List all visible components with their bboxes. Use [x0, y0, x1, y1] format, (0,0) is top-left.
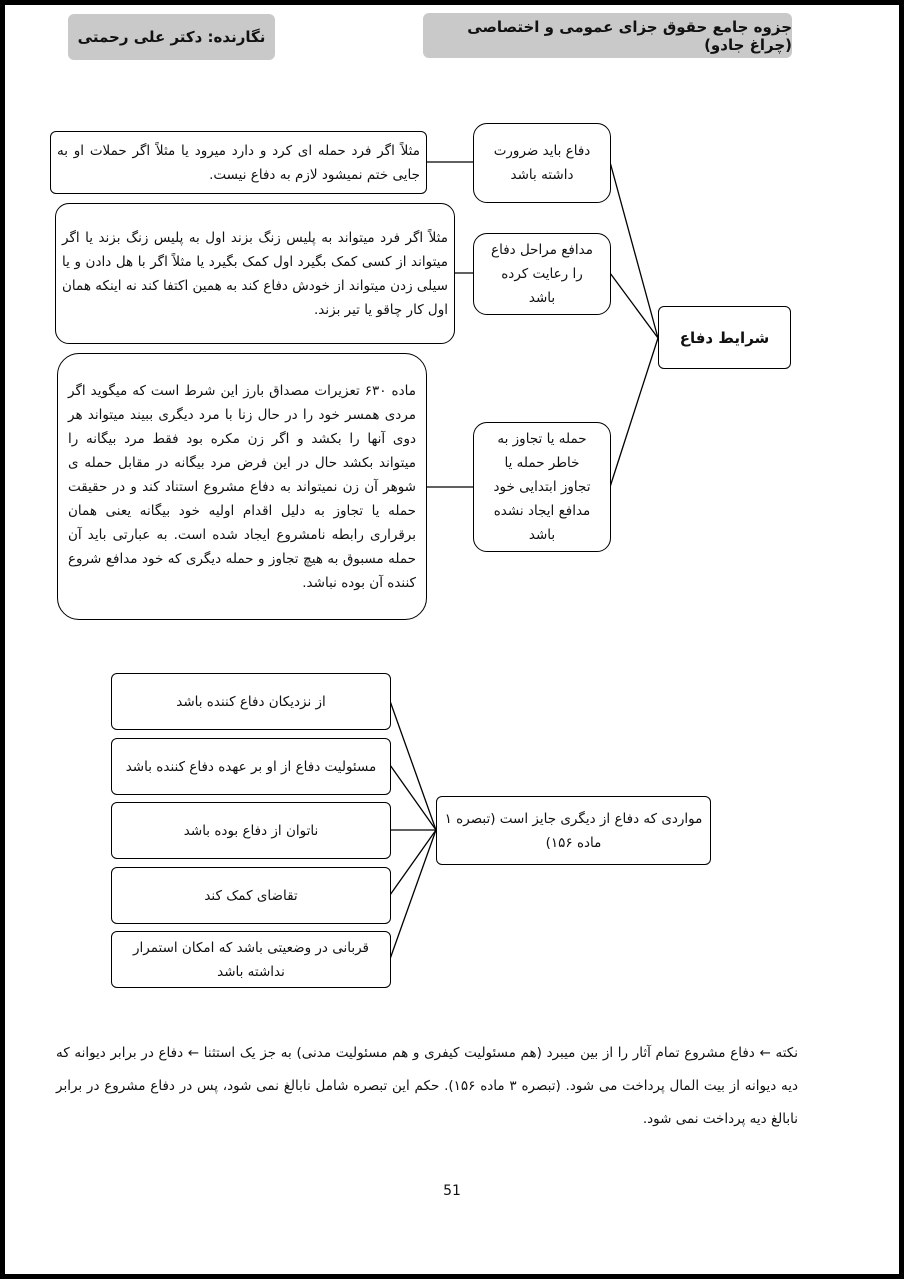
item-unable: ناتوان از دفاع بوده باشد [111, 802, 391, 859]
item-requests-help: تقاضای کمک کند [111, 867, 391, 924]
condition-no-prior-aggression: حمله یا تجاوز به خاطر حمله یا تجاوز ابتدایی خود مدافع ایجاد نشده باشد [473, 422, 611, 552]
condition-stages: مدافع مراحل دفاع را رعایت کرده باشد [473, 233, 611, 315]
example-article-630: ماده ۶۳۰ تعزیرات مصداق بارز این شرط است که میگوید اگر مردی همسر خود را در حال زنا با مرد دیگری ببیند میتواند هر دوی آنها را بکشد و اگر زن مکره بود فقط مرد بیگانه را میتواند بکشد حال در این فرض مرد بیگانه در مقابل حمله ی شوهر آن زن نمیتواند به دفاع مشروع استناد کند و در حقیقت حمله یا تجاوز به دلیل اقدام اولیه خود بیگانه یعنی همان برقراری رابطه نامشروع ایجاد شده است. به عبارتی باید آن حمله مسبوق به هیچ تجاوز و حمله دیگری که خود مدافع شروع کننده آن بوده نباشد. [57, 353, 427, 620]
page-number: 51 [443, 1183, 461, 1199]
item-victim-state: قربانی در وضعیتی باشد که امکان استمرار نداشته باشد [111, 931, 391, 988]
example-necessity: مثلاً اگر فرد حمله ای کرد و دارد میرود یا مثلاً اگر حملات او به جایی ختم نمیشود لازم به دفاع نیست. [50, 131, 427, 194]
header-book-title: جزوه جامع حقوق جزای عمومی و اختصاصی (چراغ جادو) [423, 13, 792, 58]
item-relative: از نزدیکان دفاع کننده باشد [111, 673, 391, 730]
example-stages: مثلاً اگر فرد میتواند به پلیس زنگ بزند اول به پلیس زنگ بزند یا اگر میتواند از کسی کمک بگیرد اول کمک بگیرد یا مثلاً اگر با هل دادن و یا سیلی زدن میتواند از خودش دفاع کند به همین اکتفا کند نه اینکه همان اول کار چاقو یا تیر بزند. [55, 203, 455, 344]
root-defense-of-others: مواردی که دفاع از دیگری جایز است (تبصره ۱ ماده ۱۵۶) [436, 796, 711, 865]
item-responsibility: مسئولیت دفاع از او بر عهده دفاع کننده باشد [111, 738, 391, 795]
note-paragraph: نکته ← دفاع مشروع تمام آثار را از بین میبرد (هم مسئولیت کیفری و هم مسئولیت مدنی) به جز یک استثنا ← دفاع در برابر دیوانه که دیه دیوانه از بیت المال پرداخت می شود. (تبصره ۳ ماده ۱۵۶). حکم این تبصره شامل نابالغ نمی شود، پس در دفاع مشروع در برابر نابالغ دیه پرداخت نمی شود. [56, 1045, 798, 1127]
header-author: نگارنده: دکتر علی رحمتی [68, 14, 275, 60]
condition-necessity: دفاع باید ضرورت داشته باشد [473, 123, 611, 203]
root-defense-conditions: شرایط دفاع [658, 306, 791, 369]
